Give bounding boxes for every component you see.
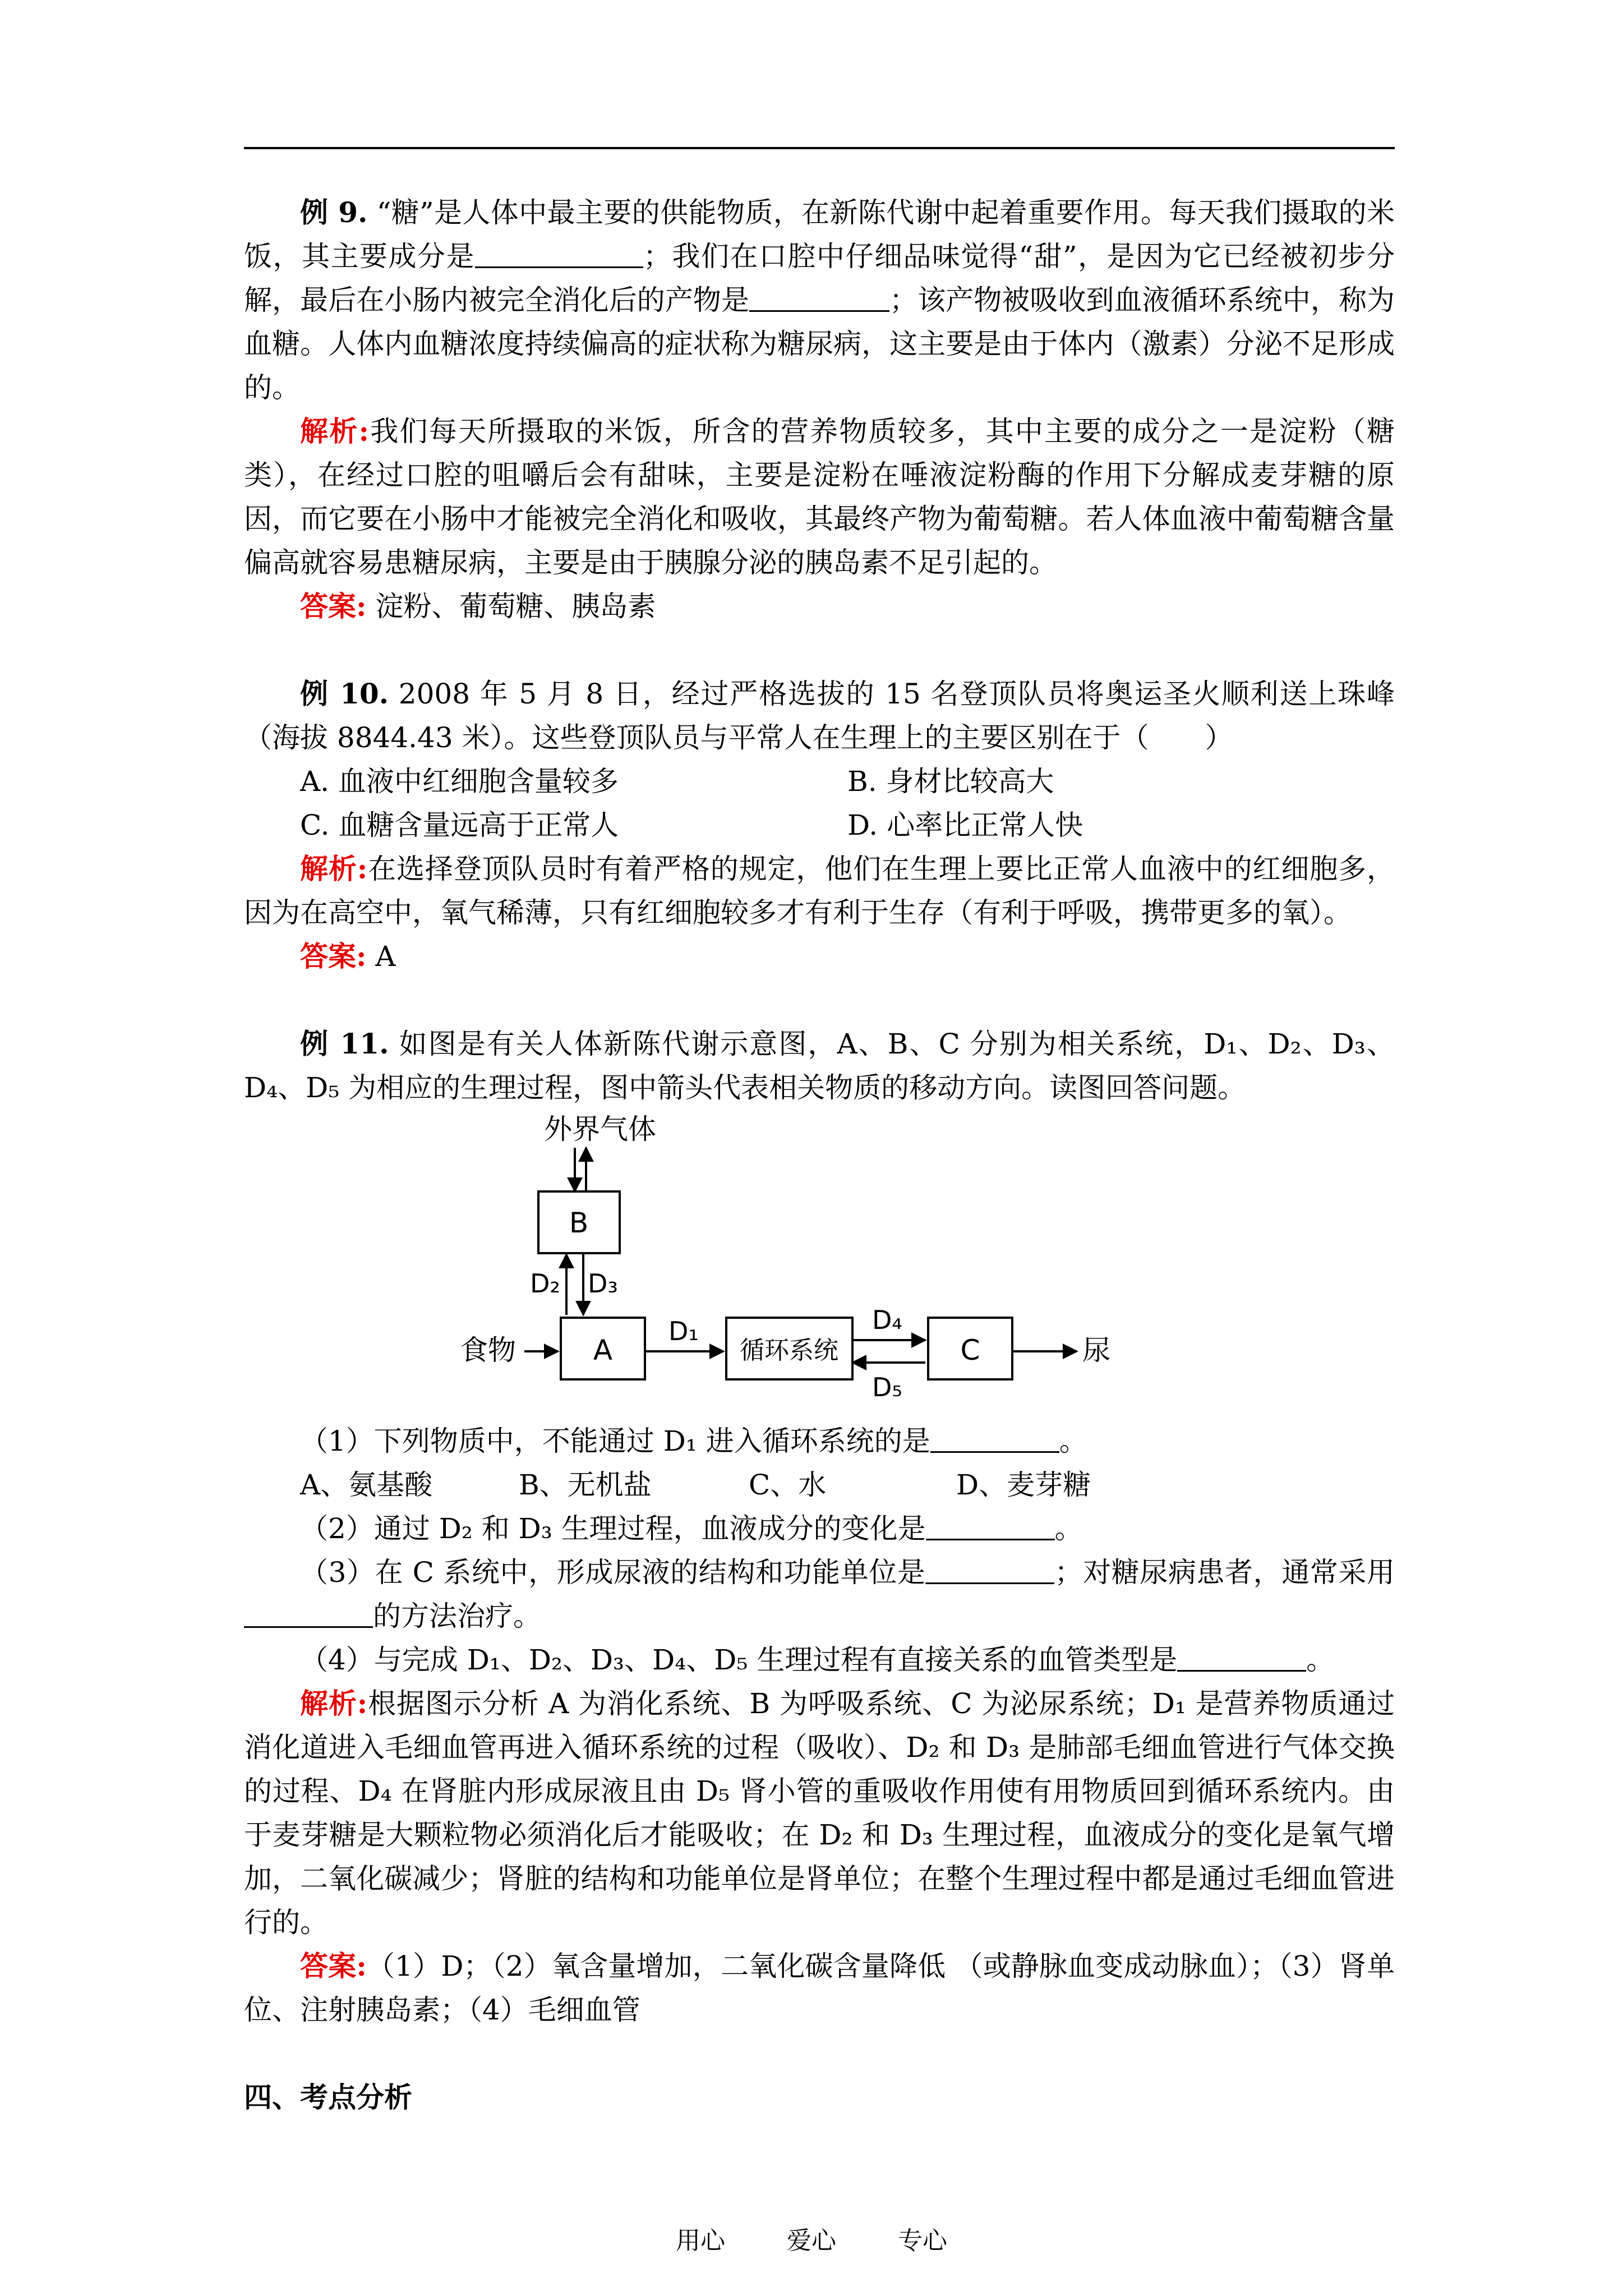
spacer [244, 628, 1395, 672]
spacer [244, 2032, 1395, 2076]
option-b: B. 身材比较高大 [847, 765, 1054, 798]
ex9-analysis-text: 我们每天所摄取的米饭，所含的营养物质较多，其中主要的成分之一是淀粉（糖类），在经过口腔的咀嚼后会有甜味，主要是淀粉在唾液淀粉酶的作用下分解成麦芽糖的原因，而它要在小肠中才能被完全消化和吸收，其最终产物为葡萄糖。若人体血液中葡萄糖含量偏高就容易患糖尿病，主要是由于胰腺分泌的胰岛素不足引起的。 [244, 415, 1395, 579]
ex11-q2 [244, 1507, 1395, 1550]
box-b-label: B [569, 1207, 589, 1239]
answer-label: 答案: [300, 1949, 367, 1982]
ex11-q1-text: （1）下列物质中，不能通过 D₁ 进入循环系统的是 [300, 1425, 930, 1457]
ex11-q3 [244, 1550, 1395, 1638]
answer-label: 答案: [300, 940, 367, 973]
option-a: A. 血液中红细胞含量较多 [300, 765, 619, 798]
ex11-answer [244, 1944, 1395, 2032]
answer-blank [930, 1423, 1059, 1453]
analysis-label: 解析: [300, 852, 368, 885]
analysis-label: 解析: [300, 1687, 368, 1720]
ex11-analysis-text: 根据图示分析 A 为消化系统、B 为呼吸系统、C 为泌尿系统；D₁ 是营养物质通过消化道进入毛细血管再进入循环系统的过程（吸收）、D₂ 和 D₃ 是肺部毛细血管进行气体交换的过程、D₄ 在肾脏内形成尿液且由 D₅ 肾小管的重吸收作用使有用物质回到循环系统内。由于麦芽糖是大颗粒物必须消化后才能吸收；在 D₂ 和 D₃ 生理过程，血液成分的变化是氧气增加，二氧化碳减少；肾脏的结构和功能单位是肾单位；在整个生理过程中都是通过毛细血管进行的。 [244, 1687, 1395, 1939]
ex11-q3-text-a: （3）在 C 系统中，形成尿液的结构和功能单位是 [300, 1556, 926, 1589]
ex11-question [244, 1022, 1395, 1110]
ex10-question-text: 2008 年 5 月 8 日，经过严格选拔的 15 名登顶队员将奥运圣火顺利送上珠峰（海拔 8844.43 米）。这些登顶队员与平常人在生理上的主要区别在于（ ） [244, 678, 1395, 754]
d2-label: D₂ [530, 1268, 560, 1299]
section-title: 四、考点分析 [244, 2081, 412, 2114]
ex9-answer [244, 585, 1395, 628]
ex11-q4-end: 。 [1306, 1644, 1335, 1676]
food-label: 食物 [460, 1334, 516, 1366]
header-rule [244, 147, 1395, 149]
d3-label: D₃ [588, 1268, 618, 1299]
ex11-q1 [244, 1419, 1395, 1463]
analysis-label: 解析: [300, 415, 369, 448]
ex10-label: 例 10. [300, 677, 389, 710]
answer-blank [749, 282, 889, 312]
option-d: D. 心率比正常人快 [847, 809, 1083, 841]
box-a-label: A [593, 1334, 613, 1366]
ex10-options [244, 760, 1395, 847]
answer-label: 答案: [300, 590, 367, 623]
ex11-q3-text-b: ；对糖尿病患者，通常采用 [1054, 1556, 1395, 1589]
ex11-q4-text: （4）与完成 D₁、D₂、D₃、D₄、D₅ 生理过程有直接关系的血管类型是 [300, 1644, 1178, 1676]
ex10-analysis-text: 在选择登顶队员时有着严格的规定，他们在生理上要比正常人血液中的红细胞多，因为在高空中，氧气稀薄，只有红细胞较多才有利于生存（有利于呼吸，携带更多的氧）。 [244, 853, 1395, 929]
ex9-question [244, 191, 1395, 409]
ex11-q4 [244, 1638, 1395, 1682]
ex10-answer [244, 935, 1395, 978]
circulation-label: 循环系统 [740, 1336, 838, 1365]
urine-label: 尿 [1082, 1334, 1110, 1366]
option-d: D、麦芽糖 [956, 1469, 1091, 1501]
ex11-label: 例 11. [300, 1027, 389, 1060]
ex11-analysis [244, 1682, 1395, 1944]
d4-label: D₄ [872, 1305, 902, 1335]
ex11-q2-text: （2）通过 D₂ 和 D₃ 生理过程，血液成分的变化是 [300, 1512, 926, 1545]
ex11-q2-end: 。 [1054, 1512, 1083, 1545]
option-b: B、无机盐 [519, 1469, 652, 1501]
option-a: A、氨基酸 [300, 1469, 433, 1501]
footer-item: 专心 [898, 2226, 947, 2255]
option-c: C、水 [749, 1469, 827, 1501]
d1-label: D₁ [668, 1316, 699, 1346]
ex10-analysis [244, 847, 1395, 935]
answer-blank [475, 238, 643, 268]
ex10-question [244, 672, 1395, 760]
outside-gas-label: 外界气体 [544, 1113, 656, 1145]
page-footer [0, 2220, 1623, 2256]
answer-blank [925, 1554, 1054, 1584]
footer-item: 爱心 [787, 2226, 836, 2255]
ex11-q1-end: 。 [1059, 1425, 1087, 1457]
answer-blank [1177, 1642, 1306, 1672]
ex10-answer-text: A [375, 940, 396, 973]
ex9-q2: ；我们在口腔中仔细品味觉得“甜”，是因为它已经被初步分解，最后在小肠内被完全消化后的产物是 [244, 240, 1395, 316]
d5-label: D₅ [872, 1372, 902, 1402]
answer-blank [244, 1598, 373, 1628]
option-c: C. 血糖含量远高于正常人 [300, 809, 619, 841]
spacer [244, 978, 1395, 1022]
answer-blank [926, 1511, 1055, 1540]
ex9-q3: ；该产物被吸收到血液循环系统中，称为血糖。人体内血糖浓度持续偏高的症状称为糖尿病，这主要是由于体内（激素）分泌不足形成的。 [244, 284, 1395, 404]
ex9-label: 例 9. [300, 196, 368, 229]
footer-item: 用心 [676, 2226, 725, 2255]
ex11-q1-options [244, 1463, 1395, 1507]
ex9-answer-text: 淀粉、葡萄糖、胰岛素 [375, 590, 656, 623]
ex9-analysis [244, 409, 1395, 585]
ex11-answer-text: （1）D；（2）氧含量增加，二氧化碳含量降低 （或静脉血变成动脉血）；（3）肾单位、注射胰岛素；（4）毛细血管 [244, 1950, 1395, 2026]
ex11-question-text: 如图是有关人体新陈代谢示意图，A、B、C 分别为相关系统，D₁、D₂、D₃、D₄、D₅ 为相应的生理过程，图中箭头代表相关物质的移动方向。读图回答问题。 [244, 1028, 1395, 1104]
ex11-q3-text-c: 的方法治疗。 [373, 1600, 541, 1632]
content [244, 191, 1395, 2119]
metabolism-diagram [460, 1113, 1133, 1416]
box-c-label: C [960, 1334, 980, 1366]
ex9-q1: “糖”是人体中最主要的供能物质，在新陈代谢中起着重要作用。每天我们摄取的米饭，其主要成分是 [244, 196, 1395, 273]
